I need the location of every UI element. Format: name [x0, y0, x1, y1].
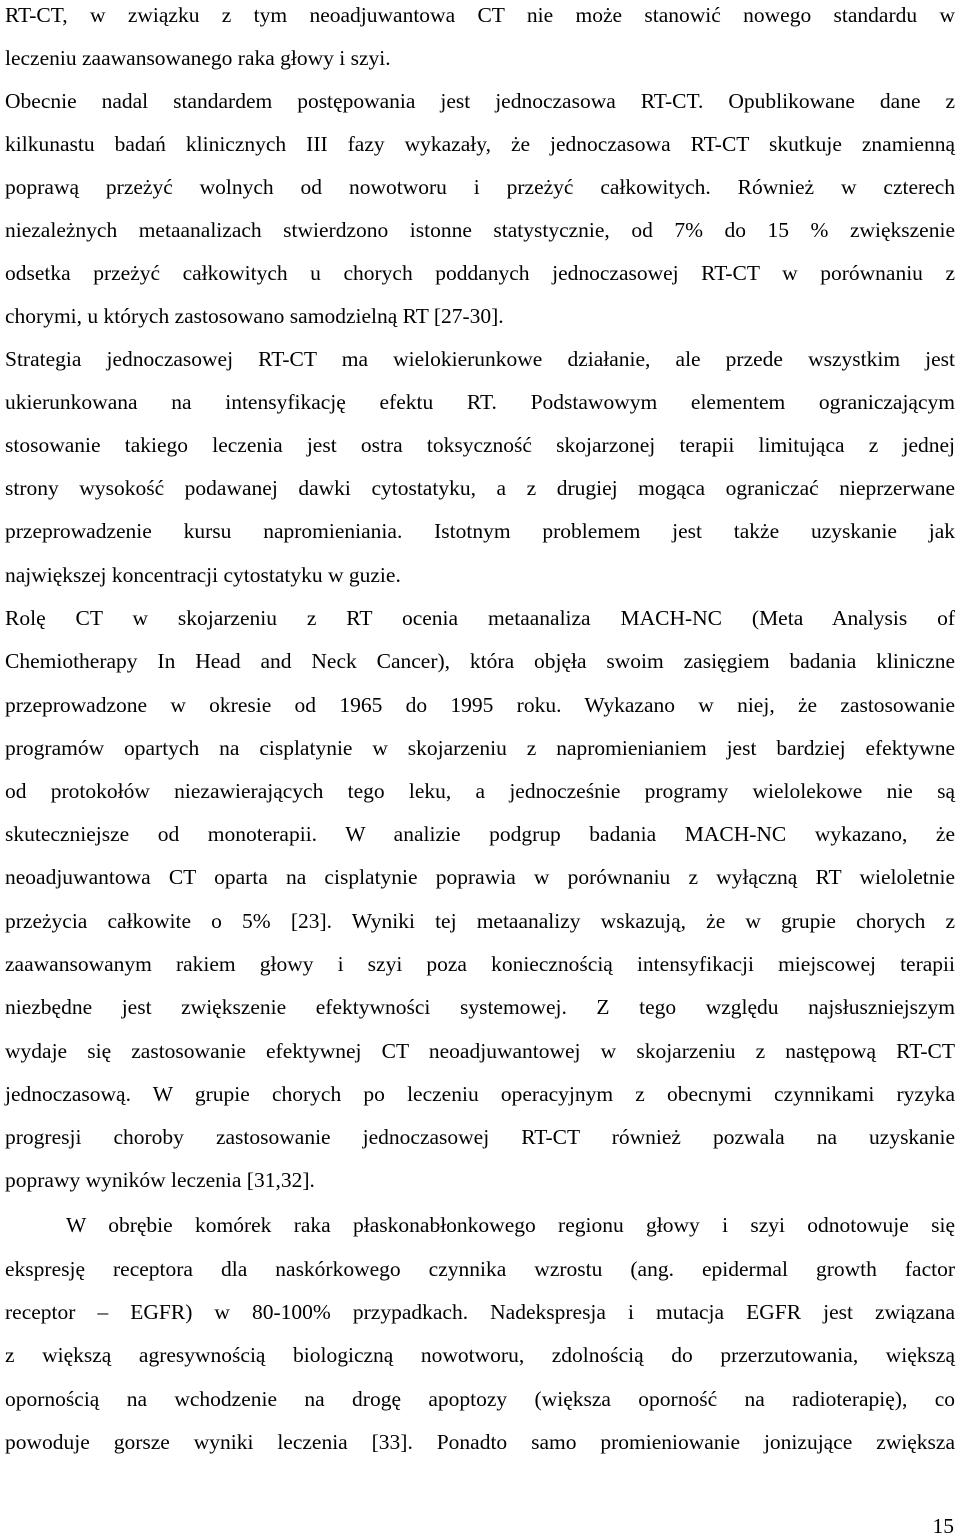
text-line: największej koncentracji cytostatyku w guzie. — [5, 563, 401, 587]
text-line: niezależnych metaanalizach stwierdzono istonne statystycznie, od 7% do 15 % zwiększenie — [5, 218, 955, 242]
text-line: RT-CT, w związku z tym neoadjuwantowa CT nie może stanowić nowego standardu w — [5, 3, 955, 27]
text-line: ukierunkowana na intensyfikację efektu RT. Podstawowym elementem ograniczającym — [5, 390, 955, 414]
text-line: jednoczasową. W grupie chorych po leczeniu operacyjnym z obecnymi czynnikami ryzyka — [5, 1082, 955, 1106]
text-line: Rolę CT w skojarzeniu z RT ocenia metaanaliza MACH-NC (Meta Analysis of — [5, 606, 955, 630]
text-line: przeprowadzenie kursu napromieniania. Istotnym problemem jest także uzyskanie jak — [5, 519, 955, 543]
text-line: W obrębie komórek raka płaskonabłonkowego regionu głowy i szyi odnotowuje się — [66, 1213, 955, 1237]
text-line: z większą agresywnością biologiczną nowotworu, zdolnością do przerzutowania, większą — [5, 1343, 955, 1367]
text-line: stosowanie takiego leczenia jest ostra toksyczność skojarzonej terapii limitująca z jednej — [5, 433, 955, 457]
text-line: strony wysokość podawanej dawki cytostatyku, a z drugiej mogąca ograniczać nieprzerwane — [5, 476, 955, 500]
text-line: wydaje się zastosowanie efektywnej CT neoadjuwantowej w skojarzeniu z następową RT-CT — [5, 1039, 955, 1063]
text-line: Strategia jednoczasowej RT-CT ma wielokierunkowe działanie, ale przede wszystkim jest — [5, 347, 955, 371]
text-line: zaawansowanym rakiem głowy i szyi poza koniecznością intensyfikacji miejscowej terapii — [5, 952, 955, 976]
text-line: chorymi, u których zastosowano samodzielną RT [27-30]. — [5, 304, 504, 328]
text-line: Obecnie nadal standardem postępowania jest jednoczasowa RT-CT. Opublikowane dane z — [5, 89, 955, 113]
text-line: progresji choroby zastosowanie jednoczasowej RT-CT również pozwala na uzyskanie — [5, 1125, 955, 1149]
text-line: poprawą przeżyć wolnych od nowotworu i przeżyć całkowitych. Również w czterech — [5, 175, 955, 199]
text-line: Chemiotherapy In Head and Neck Cancer), która objęła swoim zasięgiem badania kliniczne — [5, 649, 955, 673]
text-line: leczeniu zaawansowanego raka głowy i szyi. — [5, 46, 391, 70]
text-line: kilkunastu badań klinicznych III fazy wykazały, że jednoczasowa RT-CT skutkuje znamienną — [5, 132, 955, 156]
text-line: od protokołów niezawierających tego leku, a jednocześnie programy wielolekowe nie są — [5, 779, 955, 803]
text-line: przeżycia całkowite o 5% [23]. Wyniki tej metaanalizy wskazują, że w grupie chorych z — [5, 909, 955, 933]
text-line: ekspresję receptora dla naskórkowego czynnika wzrostu (ang. epidermal growth factor — [5, 1257, 955, 1281]
text-line: poprawy wyników leczenia [31,32]. — [5, 1168, 315, 1192]
text-line: receptor – EGFR) w 80-100% przypadkach. Nadekspresja i mutacja EGFR jest związana — [5, 1300, 955, 1324]
text-line: niezbędne jest zwiększenie efektywności systemowej. Z tego względu najsłuszniejszym — [5, 995, 955, 1019]
text-line: neoadjuwantowa CT oparta na cisplatynie poprawia w porównaniu z wyłączną RT wieloletnie — [5, 865, 955, 889]
text-line: skuteczniejsze od monoterapii. W analizie podgrup badania MACH-NC wykazano, że — [5, 822, 955, 846]
page-number: 15 — [932, 1514, 954, 1538]
text-line: powoduje gorsze wyniki leczenia [33]. Ponadto samo promieniowanie jonizujące zwiększa — [5, 1430, 955, 1454]
text-line: opornością na wchodzenie na drogę apoptozy (większa oporność na radioterapię), co — [5, 1387, 955, 1411]
text-line: przeprowadzone w okresie od 1965 do 1995 roku. Wykazano w niej, że zastosowanie — [5, 693, 955, 717]
text-line: odsetka przeżyć całkowitych u chorych poddanych jednoczasowej RT-CT w porównaniu z — [5, 261, 955, 285]
text-line: programów opartych na cisplatynie w skojarzeniu z napromienianiem jest bardziej efektywne — [5, 736, 955, 760]
